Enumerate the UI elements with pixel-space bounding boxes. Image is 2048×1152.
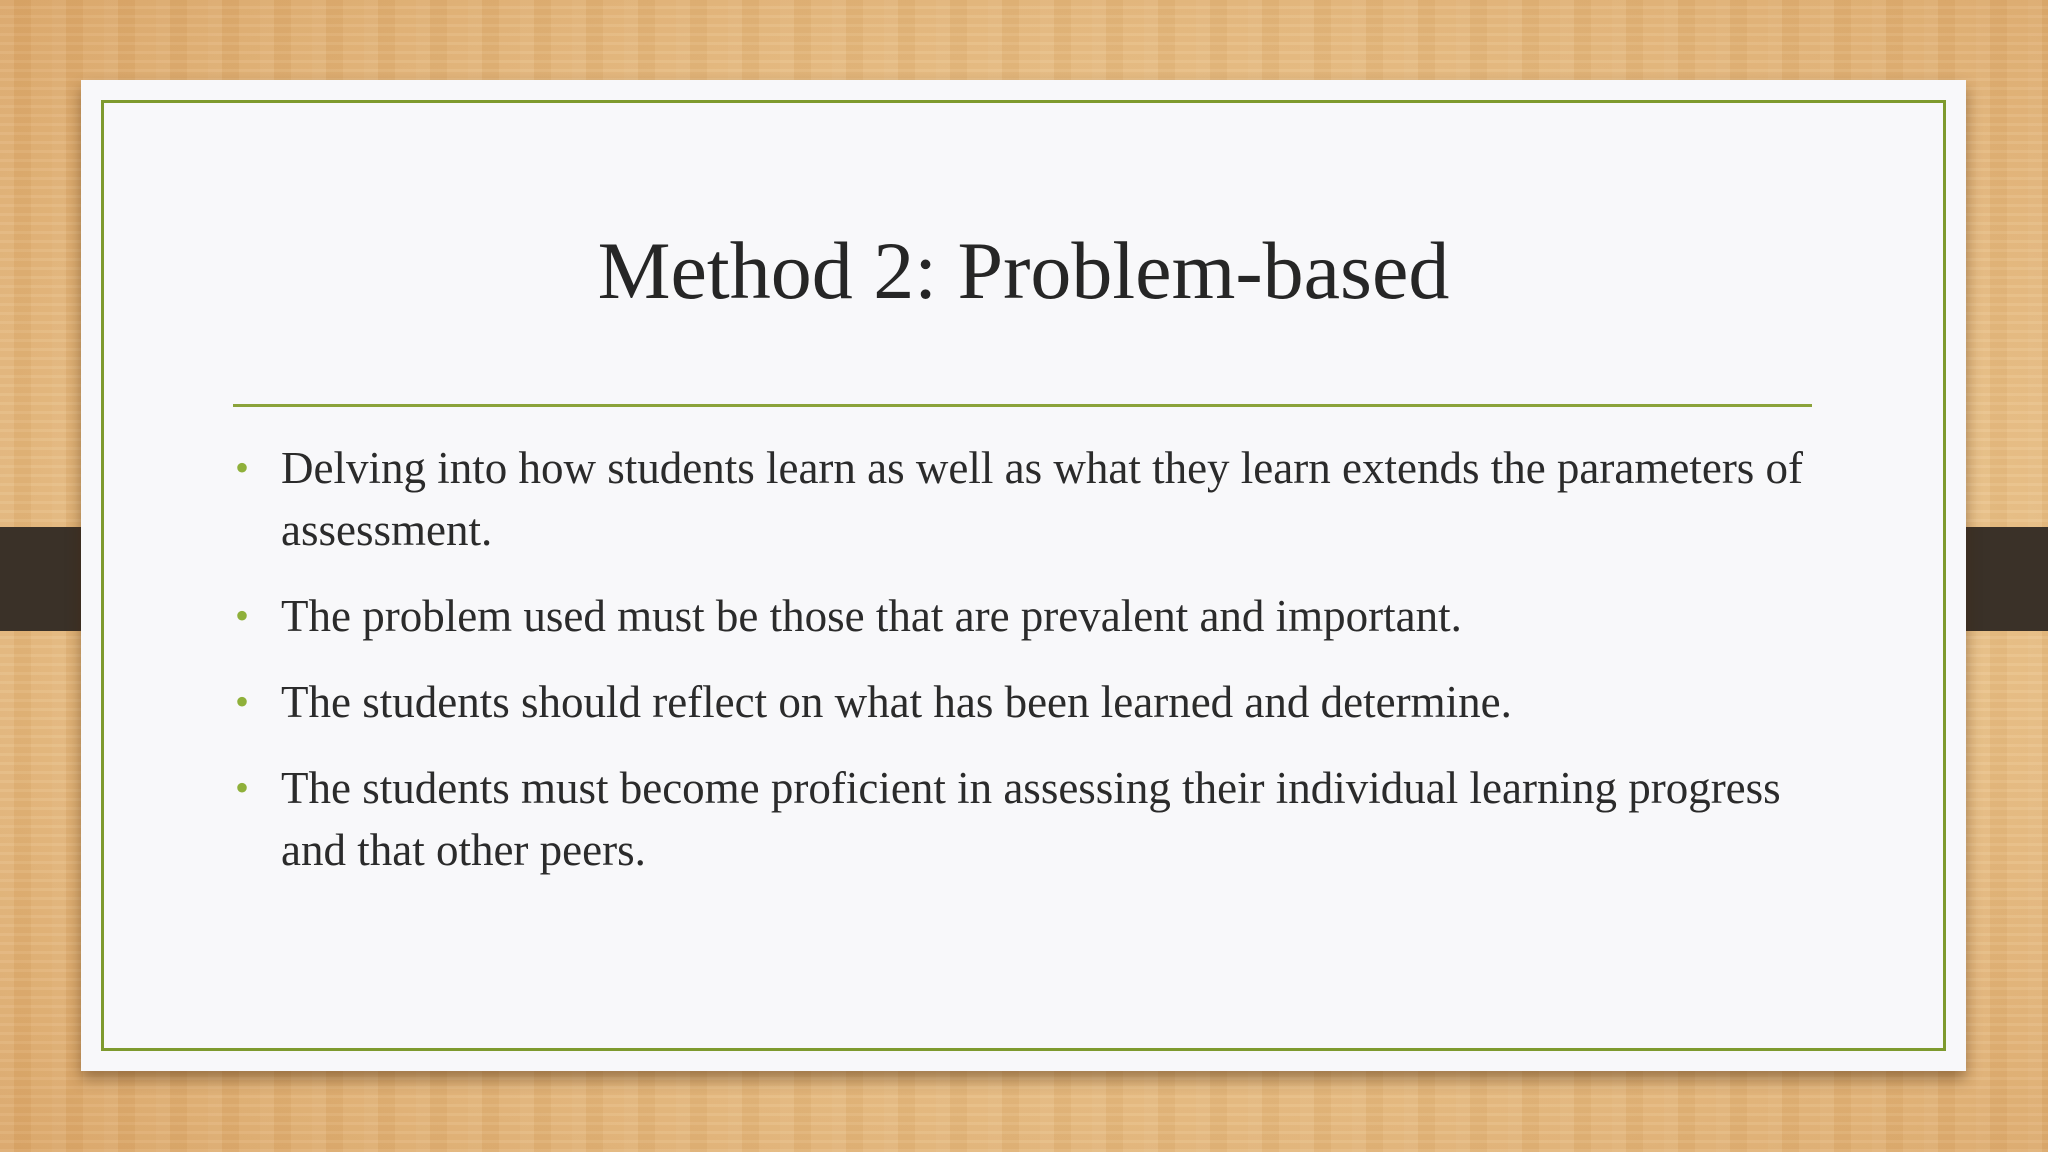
bullet-icon: • xyxy=(235,679,250,724)
bullet-text: The students must become proficient in assessing their individual learning progress and that other peers. xyxy=(281,763,1781,875)
bullet-icon: • xyxy=(235,445,250,490)
bullet-text: The students should reflect on what has been learned and determine. xyxy=(281,677,1512,727)
bullet-text: The problem used must be those that are prevalent and important. xyxy=(281,591,1462,641)
bullet-item xyxy=(234,757,1834,881)
bullet-item xyxy=(234,671,1834,733)
bullet-item xyxy=(234,437,1834,561)
bullet-icon: • xyxy=(235,593,250,638)
bullet-list xyxy=(234,437,1834,905)
slide-title: Method 2: Problem-based xyxy=(597,225,1450,316)
slide xyxy=(81,80,1966,1071)
bullet-text: Delving into how students learn as well as what they learn extends the parameters of assessment. xyxy=(281,443,1804,555)
bullet-item xyxy=(234,585,1834,647)
bullet-icon: • xyxy=(235,765,250,810)
title-divider xyxy=(233,404,1812,407)
